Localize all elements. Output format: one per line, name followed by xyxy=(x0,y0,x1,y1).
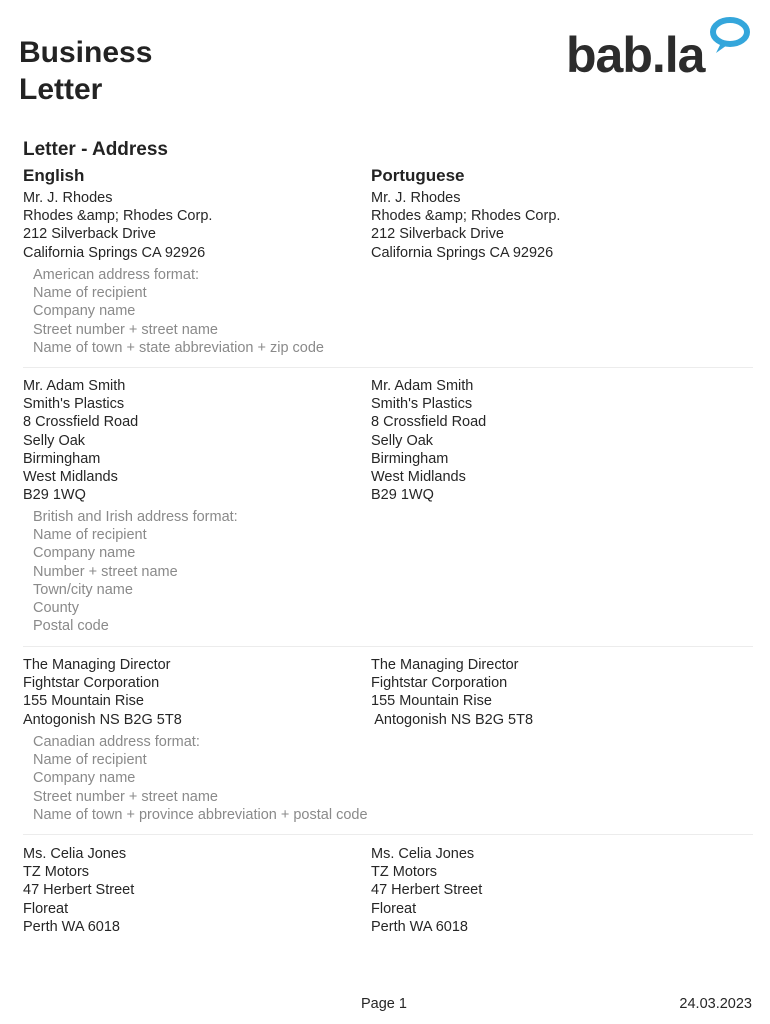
format-note-line: Canadian address format: xyxy=(33,734,200,750)
address-line: 155 Mountain Rise xyxy=(23,693,144,710)
column-header-english: English xyxy=(23,166,85,185)
format-note-line: American address format: xyxy=(33,267,200,283)
address-line: B29 1WQ xyxy=(23,487,86,504)
format-note-line: Name of recipient xyxy=(33,285,147,302)
format-note-line: Company name xyxy=(33,303,136,320)
format-note-line: Name of town + state abbreviation + zip code xyxy=(33,339,324,356)
entry-divider xyxy=(23,646,753,647)
address-line: Rhodes &amp; Rhodes Corp. xyxy=(23,208,213,225)
entry-divider xyxy=(23,367,753,368)
address-line: 8 Crossfield Road xyxy=(23,414,139,431)
address-line: Smith's Plastics xyxy=(23,396,125,413)
format-note-line: County xyxy=(33,600,79,617)
address-line: California Springs CA 92926 xyxy=(23,244,206,261)
address-english xyxy=(23,845,353,936)
format-note-line: Town/city name xyxy=(33,581,133,598)
address-line: B29 1WQ xyxy=(371,487,434,504)
address-line: The Managing Director xyxy=(23,657,171,673)
address-line: Birmingham xyxy=(23,450,101,467)
address-english xyxy=(23,656,353,729)
page-number: Page 1 xyxy=(361,996,407,1012)
address-line: 155 Mountain Rise xyxy=(371,693,492,710)
column-header-portuguese: Portuguese xyxy=(371,166,465,185)
address-line: 212 Silverback Drive xyxy=(23,226,156,243)
address-english xyxy=(23,377,353,504)
format-note-line: Number + street name xyxy=(33,563,178,580)
address-line: Smith's Plastics xyxy=(371,396,473,413)
format-note-line: Street number + street name xyxy=(33,321,218,338)
address-line: Perth WA 6018 xyxy=(23,918,120,935)
address-format-note xyxy=(33,266,533,357)
address-portuguese xyxy=(371,189,701,262)
format-note-line: Company name xyxy=(33,545,136,562)
address-line: 8 Crossfield Road xyxy=(371,414,487,431)
address-english xyxy=(23,189,353,262)
address-line: Floreat xyxy=(23,900,69,917)
address-line: Mr. Adam Smith xyxy=(371,378,474,394)
address-line: Rhodes &amp; Rhodes Corp. xyxy=(371,208,561,225)
address-line: Floreat xyxy=(371,900,417,917)
format-note-line: Name of town + province abbreviation + postal code xyxy=(33,806,368,823)
babla-logo xyxy=(566,16,752,83)
format-note-line: Street number + street name xyxy=(33,788,218,805)
document-title-line-1: Business xyxy=(19,36,153,69)
address-line: 47 Herbert Street xyxy=(23,882,135,899)
format-note-line: British and Irish address format: xyxy=(33,509,238,525)
address-line: West Midlands xyxy=(23,469,118,486)
address-format-note xyxy=(33,508,533,635)
address-portuguese xyxy=(371,656,701,729)
address-line: Selly Oak xyxy=(371,432,434,449)
address-line: TZ Motors xyxy=(371,864,438,881)
speech-bubble-icon xyxy=(708,16,752,56)
address-line: Birmingham xyxy=(371,450,449,467)
address-line: Ms. Celia Jones xyxy=(371,846,475,862)
address-line: Selly Oak xyxy=(23,432,86,449)
address-line: Ms. Celia Jones xyxy=(23,846,127,862)
address-line: West Midlands xyxy=(371,469,466,486)
address-line: Mr. Adam Smith xyxy=(23,378,126,394)
address-line: Antogonish NS B2G 5T8 xyxy=(371,711,534,728)
entry-divider xyxy=(23,834,753,835)
address-line: TZ Motors xyxy=(23,864,90,881)
logo-text: bab.la xyxy=(566,27,705,83)
address-portuguese xyxy=(371,377,701,504)
address-line: Perth WA 6018 xyxy=(371,918,468,935)
address-line: 47 Herbert Street xyxy=(371,882,483,899)
section-title: Letter - Address xyxy=(23,139,168,160)
address-line: Fightstar Corporation xyxy=(371,675,508,692)
address-line: The Managing Director xyxy=(371,657,519,673)
format-note-line: Company name xyxy=(33,770,136,787)
address-line: Fightstar Corporation xyxy=(23,675,160,692)
format-note-line: Postal code xyxy=(33,618,109,635)
address-line: California Springs CA 92926 xyxy=(371,244,554,261)
address-portuguese xyxy=(371,845,701,936)
address-line: 212 Silverback Drive xyxy=(371,226,504,243)
format-note-line: Name of recipient xyxy=(33,752,147,769)
address-line: Mr. J. Rhodes xyxy=(371,190,461,206)
format-note-line: Name of recipient xyxy=(33,527,147,544)
address-line: Antogonish NS B2G 5T8 xyxy=(23,711,182,728)
document-title xyxy=(19,34,152,108)
address-format-note xyxy=(33,733,533,824)
document-title-line-2: Letter xyxy=(19,73,103,106)
document-date: 24.03.2023 xyxy=(679,996,752,1012)
address-line: Mr. J. Rhodes xyxy=(23,190,113,206)
